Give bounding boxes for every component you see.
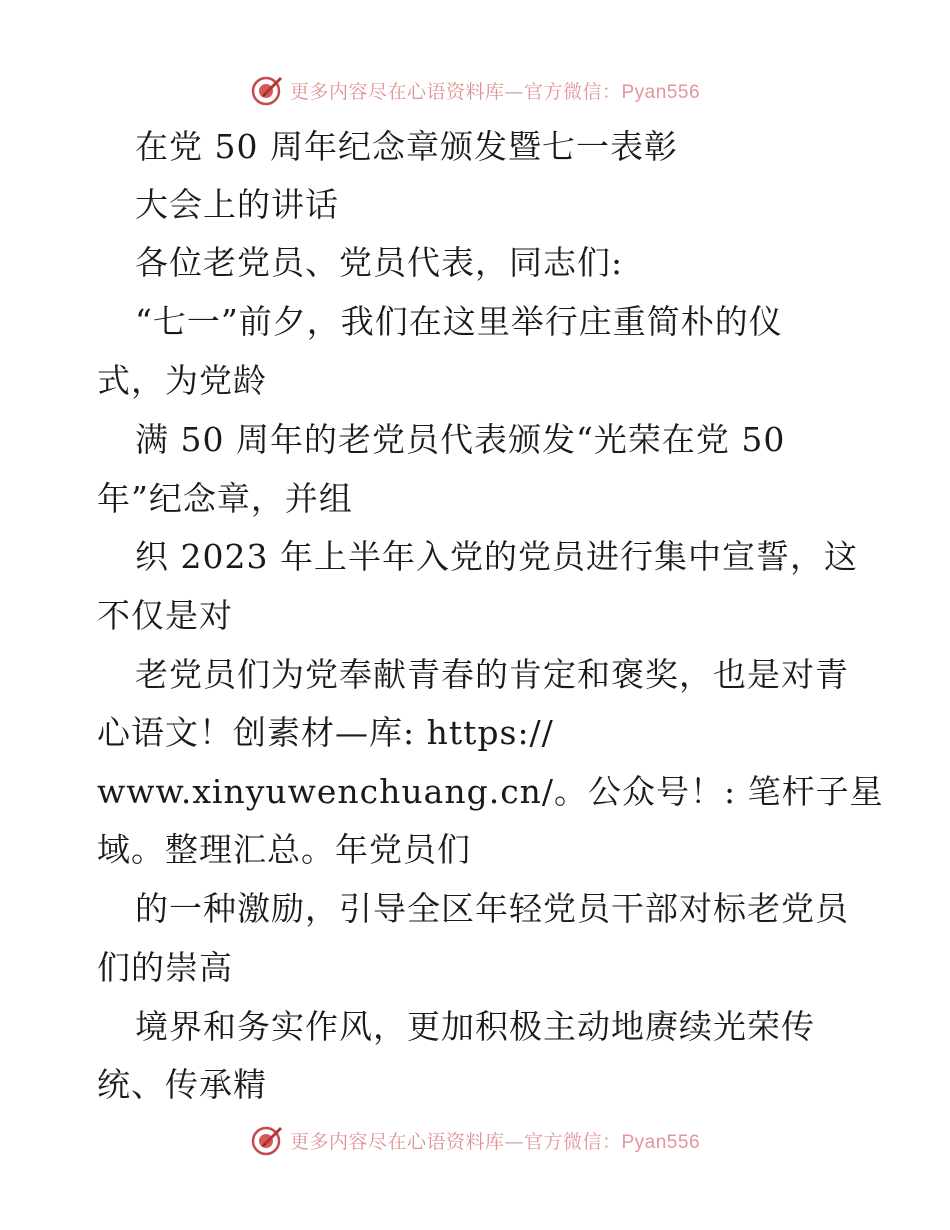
footer-separator: — (504, 1130, 524, 1153)
body-line: 在党 50 周年纪念章颁发暨七一表彰 (135, 127, 678, 166)
body-line: 境界和务实作风，更加积极主动地赓续光荣传 (135, 1007, 815, 1046)
header-separator: — (504, 80, 524, 103)
header-banner-text: 更多内容尽在心语资料库 (289, 80, 505, 103)
footer-wechat-text: 官方微信：Pyan556 (524, 1131, 701, 1153)
body-line: 域。整理汇总。年党员们 (97, 830, 471, 869)
body-line: www.xinyuwenchuang.cn/。公众号！: 笔杆子星 (97, 772, 884, 811)
body-line: 心语文！创素材—库: https:// (97, 713, 554, 752)
pen-logo-icon (250, 1123, 284, 1157)
footer-banner (0, 1120, 950, 1160)
body-line: 年”纪念章，并组 (97, 479, 353, 518)
body-line: 织 2023 年上半年入党的党员进行集中宣誓，这 (135, 537, 858, 576)
body-line: 大会上的讲话 (135, 185, 339, 224)
header-wechat-text: 官方微信：Pyan556 (524, 81, 701, 103)
body-line: 式，为党龄 (97, 361, 267, 400)
body-line: 们的崇高 (97, 948, 233, 987)
footer-banner-text: 更多内容尽在心语资料库 (289, 1130, 505, 1153)
body-line: 的一种激励，引导全区年轻党员干部对标老党员 (135, 889, 849, 928)
body-line: “七一”前夕，我们在这里举行庄重简朴的仪 (135, 302, 783, 341)
body-line: 统、传承精 (97, 1065, 267, 1104)
body-line: 各位老党员、党员代表，同志们: (135, 243, 624, 282)
body-line: 满 50 周年的老党员代表颁发“光荣在党 50 (135, 420, 786, 459)
body-line: 老党员们为党奉献青春的肯定和褒奖，也是对青 (135, 655, 849, 694)
body-line: 不仅是对 (97, 596, 233, 635)
